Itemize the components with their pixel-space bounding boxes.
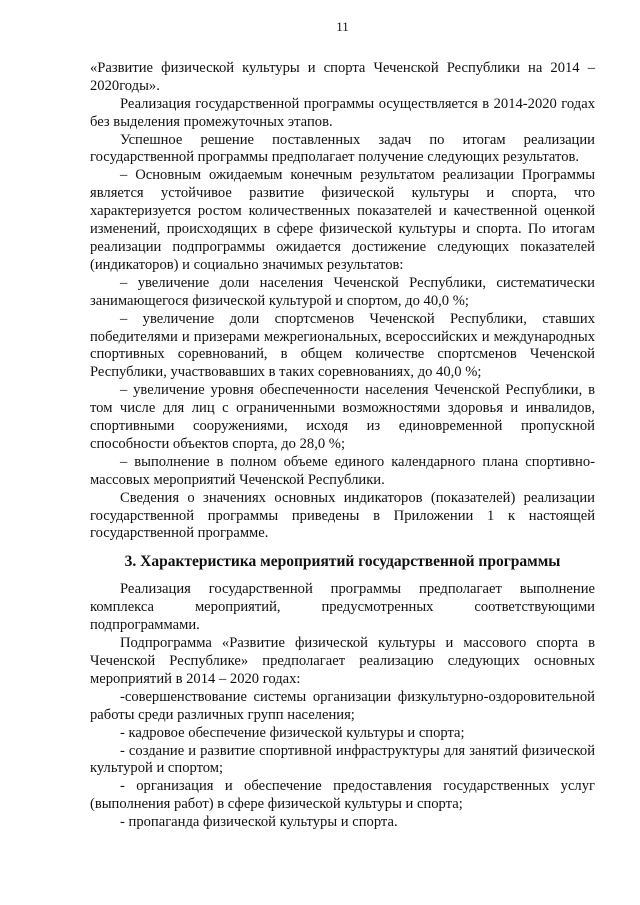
paragraph-main-result: – Основным ожидаемым конечным результатом реализации Программы является устойчивое развитие физической культуры и спорта, что характеризуется ростом количественных показателей и качественной оценкой изменений, происходящих в сфере физической культуры и спорта. По итогам реализации подпрограммы ожидается достижение следующих показателей (индикаторов) и социально значимых результатов:: [90, 167, 595, 273]
paragraph-subprogram-measures: Подпрограмма «Развитие физической культуры и массового спорта в Чеченской Республике» предполагает реализацию следующих основных мероприятий в 2014 – 2020 годах:: [90, 635, 595, 687]
page-number: 11: [336, 19, 349, 34]
list-item-measure: - организация и обеспечение предоставления государственных услуг (выполнения работ) в сфере физической культуры и спорта;: [90, 778, 595, 813]
section-heading: 3. Характеристика мероприятий государственной программы: [124, 553, 561, 571]
paragraph-indicator-population-share: – увеличение доли населения Чеченской Республики, систематически занимающегося физической культурой и спортом, до 40,0 %;: [90, 274, 595, 309]
paragraph-program-title-continuation: «Развитие физической культуры и спорта Чеченской Республики на 2014 – 2020годы».: [90, 59, 595, 94]
list-item-measure: - пропаганда физической культуры и спорта.: [120, 814, 398, 831]
list-item-measure: - кадровое обеспечение физической культуры и спорта;: [120, 724, 465, 741]
paragraph-expected-results-intro: Успешное решение поставленных задач по итогам реализации государственной программы предполагает получение следующих результатов.: [90, 131, 595, 166]
list-item-measure: - создание и развитие спортивной инфраструктуры для занятий физической культурой и спортом;: [90, 742, 595, 777]
paragraph-appendix-reference: Сведения о значениях основных индикаторов (показателей) реализации государственной программы приведены в Приложении 1 к настоящей государственной программе.: [90, 489, 595, 542]
paragraph-indicator-facilities: – увеличение уровня обеспеченности населения Чеченской Республики, в том числе для лиц с ограниченными возможностями здоровья и инвалидов, спортивными сооружениями, исходя из единовременной пропускной способности объектов спорта, до 28,0 %;: [90, 382, 595, 452]
paragraph-measures-intro: Реализация государственной программы предполагает выполнение комплекса мероприятий, предусмотренных соответствующими подпрограммами.: [90, 581, 595, 634]
list-item-measure: -совершенствование системы организации физкультурно-оздоровительной работы среди различных групп населения;: [90, 688, 595, 723]
document-page: [90, 18, 595, 832]
paragraph-indicator-athletes-share: – увеличение доли спортсменов Чеченской Республики, ставших победителями и призерами межрегиональных, всероссийских и международных спортивных соревнований, в общем количестве спортсменов Чеченской Республики, участвовавших в таких соревнованиях, до 40,0 %;: [90, 310, 595, 381]
paragraph-implementation-period: Реализация государственной программы осуществляется в 2014-2020 годах без выделения промежуточных этапов.: [90, 95, 595, 130]
paragraph-indicator-calendar-plan: – выполнение в полном объеме единого календарного плана спортивно-массовых мероприятий Чеченской Республики.: [90, 453, 595, 488]
